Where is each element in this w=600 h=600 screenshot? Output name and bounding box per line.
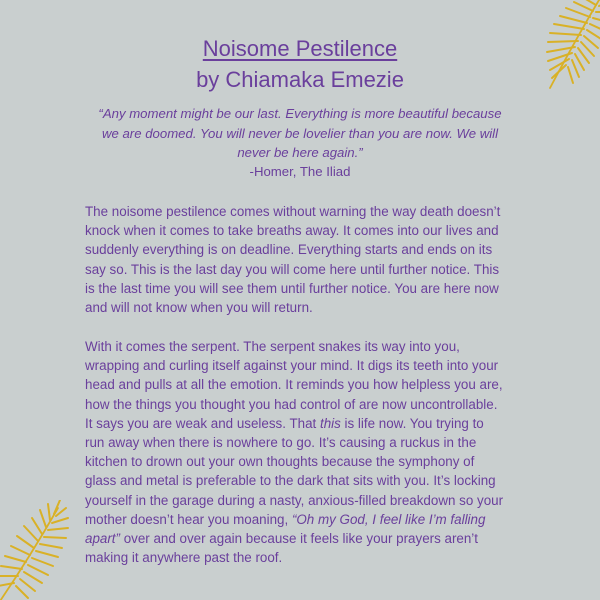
- text-segment: mother doesn’t hear you moaning,: [85, 511, 292, 527]
- palm-frond-icon: [0, 500, 80, 600]
- epigraph-line: we are doomed. You will never be lovelier than you are now. We will: [101, 125, 499, 141]
- text-segment: over and over again because it feels like your prayers aren’t: [119, 531, 479, 547]
- poem-title: Noisome Pestilence: [202, 36, 398, 61]
- text-line: glass and metal is preferable to the dark that sits with you. It’s locking: [85, 473, 496, 489]
- text-line: knock when it comes to take breaths away. It comes into our lives and: [85, 223, 499, 239]
- epigraph-line: never be here again.”: [237, 145, 363, 160]
- text-line: is the last time you will see them until further notice. You are here now: [85, 280, 499, 296]
- text-line: and will not know when you will return.: [85, 300, 313, 316]
- text-line: yourself in the garage during a nasty, anxious-filled breakdown so your: [85, 492, 504, 508]
- poem-author: by Chiamaka Emezie: [196, 67, 404, 92]
- text-line: run away when there is nowhere to go. It’s causing a ruckus in the: [85, 435, 477, 451]
- text-line: wrapping and curling itself against your mind. It digs its teeth into your: [85, 358, 499, 374]
- epigraph-quote: [80, 104, 520, 163]
- text-line: head and pulls at all the emotion. It reminds you how helpless you are,: [85, 377, 503, 393]
- text-line: how the things you thought you had control of are now uncontrollable.: [85, 396, 498, 412]
- text-segment: It says you are weak and useless. That: [85, 415, 320, 431]
- epigraph-line: “Any moment might be our last. Everything is more beautiful because: [98, 106, 502, 121]
- text-line: [85, 529, 525, 548]
- text-line: The noisome pestilence comes without warning the way death doesn’t: [85, 204, 501, 219]
- emphasis-text: this: [319, 415, 341, 431]
- text-line: With it comes the serpent. The serpent snakes its way into you,: [85, 339, 460, 354]
- emphasis-text: apart”: [85, 531, 120, 547]
- text-line: say so. This is the last day you will come here until further notice. This: [85, 261, 500, 277]
- text-line: suddenly everything is on deadline. Everything starts and ends on its: [85, 242, 493, 258]
- text-line: making it anywhere past the roof.: [85, 550, 283, 566]
- paragraph-2: [85, 337, 525, 567]
- text-line: [85, 414, 525, 433]
- epigraph-attribution: -Homer, The Iliad: [249, 164, 351, 179]
- text-line: kitchen to drown out your own thoughts because the symphony of: [85, 454, 475, 470]
- emphasis-text: “Oh my God, I feel like I’m falling: [291, 511, 486, 527]
- text-line: [85, 510, 525, 529]
- text-segment: is life now. You trying to: [340, 415, 484, 431]
- paragraph-1: [85, 202, 525, 317]
